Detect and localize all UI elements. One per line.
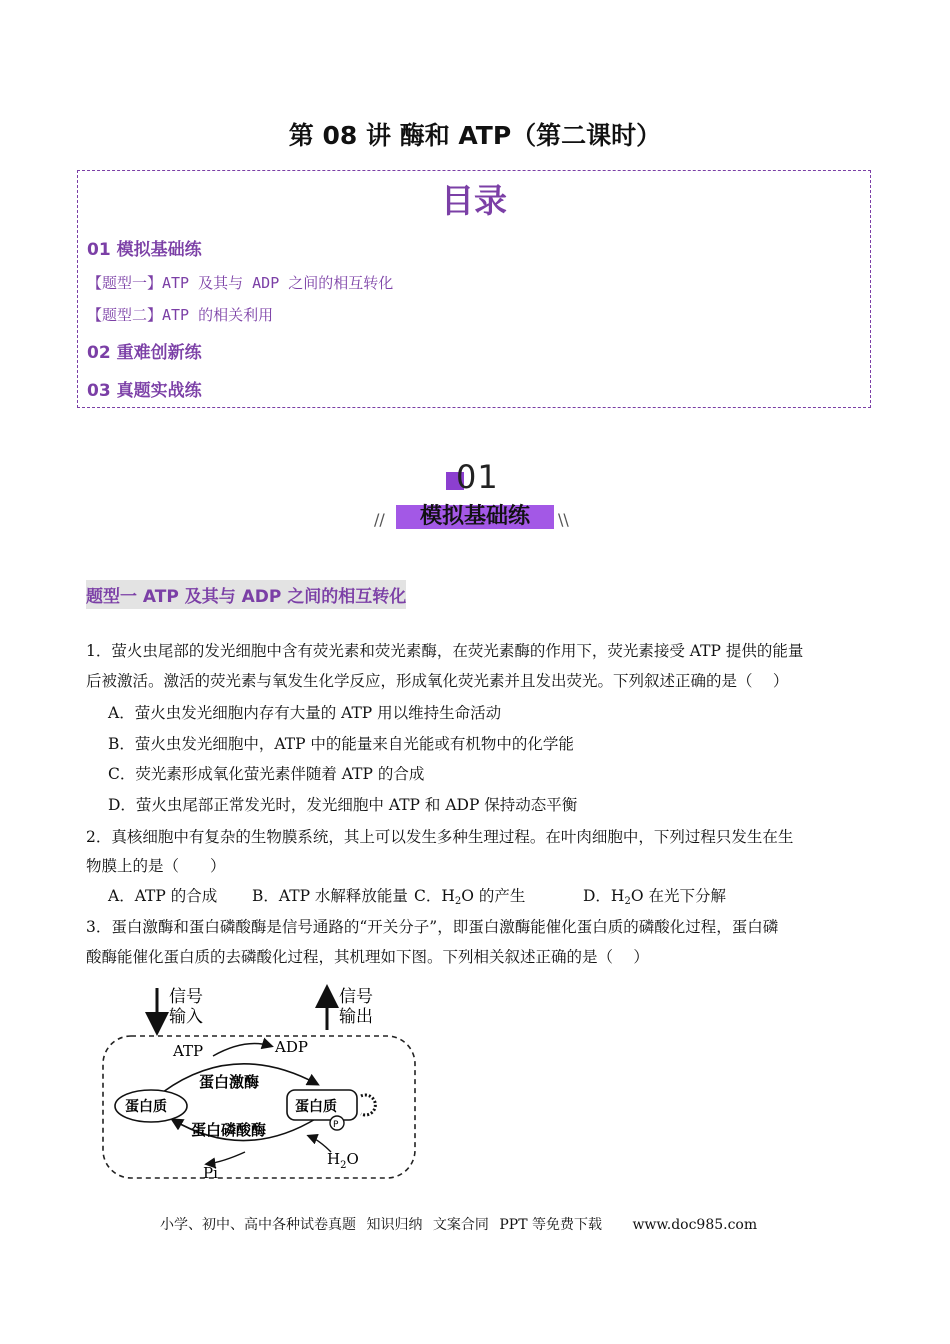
q1-option-c: C．荧光素形成氧化萤光素伴随着 ATP 的合成 — [108, 765, 425, 783]
q2-option-a: A．ATP 的合成 — [108, 887, 218, 905]
document-title: 第 08 讲 酶和 ATP（第二课时） — [288, 121, 662, 150]
adp-label: ADP — [275, 1038, 308, 1056]
h2o-label: $H_2O$ — [327, 1150, 359, 1171]
q2-stem-line2: 物膜上的是（ ） — [86, 857, 226, 875]
pi-label: Pi — [203, 1164, 218, 1182]
footer-item-2: 知识归纳 — [366, 1217, 423, 1233]
q2-option-c: C．$H_2O$ 的产生 — [414, 887, 526, 907]
type-heading: 题型一 ATP 及其与 ADP 之间的相互转化 — [86, 580, 406, 609]
q1-stem-line2: 后被激活。激活的荧光素与氧发生化学反应，形成氧化荧光素并且发出荧光。下列叙述正确的是（ ） — [86, 672, 789, 690]
badge-right-decoration: \\ — [558, 510, 569, 529]
protein-left-label: 蛋白质 — [125, 1099, 167, 1115]
q3-stem-line2: 酸酶能催化蛋白质的去磷酸化过程，其机理如下图。下列相关叙述正确的是（ ） — [86, 948, 649, 966]
phosphatase-label: 蛋白磷酸酶 — [191, 1121, 267, 1139]
atp-label: ATP — [173, 1042, 204, 1060]
toc-heading: 目录 — [441, 181, 507, 220]
q2-option-d: D．$H_2O$ 在光下分解 — [583, 887, 726, 907]
footer-item-1: 小学、初中、高中各种试卷真题 — [160, 1217, 356, 1233]
page-footer — [160, 1214, 763, 1234]
badge-number: 01 — [456, 458, 499, 496]
protein-right-label: 蛋白质 — [295, 1099, 337, 1115]
toc-item-section-03[interactable]: 03 真题实战练 — [87, 381, 202, 401]
q1-stem-line1: 1．萤火虫尾部的发光细胞中含有荧光素和荧光素酶，在荧光素酶的作用下，荧光素接受 ATP 提供的能量 — [86, 642, 804, 660]
phosphate-label: P — [333, 1120, 339, 1130]
toc-item-type-1[interactable]: 【题型一】ATP 及其与 ADP 之间的相互转化 — [87, 274, 394, 292]
q2-option-b: B．ATP 水解释放能量 — [252, 887, 408, 905]
atp-to-adp-arrow — [213, 1044, 271, 1056]
footer-item-3: 文案合同 — [432, 1217, 489, 1233]
signal-out-label-2: 输出 — [339, 1007, 373, 1027]
badge-left-decoration: // — [374, 510, 385, 529]
q1-option-a: A．萤火虫发光细胞内存有大量的 ATP 用以维持生命活动 — [108, 704, 502, 722]
kinase-phosphatase-diagram — [95, 980, 425, 1185]
kinase-label: 蛋白激酶 — [199, 1073, 260, 1091]
protein-active-site — [361, 1095, 375, 1115]
signal-in-label-1: 信号 — [169, 987, 203, 1007]
badge-label: 模拟基础练 — [419, 504, 530, 529]
footer-site-link[interactable]: www.doc985.com — [632, 1217, 758, 1233]
q2-stem-line1: 2．真核细胞中有复杂的生物膜系统，其上可以发生多种生理过程。在叶肉细胞中，下列过程只发生在生 — [86, 828, 794, 846]
q1-option-d: D．萤火虫尾部正常发光时，发光细胞中 ATP 和 ADP 保持动态平衡 — [108, 796, 578, 814]
toc-item-section-01[interactable]: 01 模拟基础练 — [87, 240, 202, 260]
signal-in-label-2: 输入 — [169, 1007, 203, 1027]
footer-item-4: PPT 等免费下载 — [499, 1217, 602, 1233]
q3-stem-line1: 3．蛋白激酶和蛋白磷酸酶是信号通路的“开关分子”，即蛋白激酶能催化蛋白质的磷酸化过程，蛋白磷 — [86, 918, 779, 936]
table-of-contents — [77, 170, 871, 408]
toc-item-type-2[interactable]: 【题型二】ATP 的相关利用 — [87, 306, 274, 324]
section-badge — [374, 452, 580, 542]
signal-out-label-1: 信号 — [339, 987, 373, 1007]
q1-option-b: B．萤火虫发光细胞中，ATP 中的能量来自光能或有机物中的化学能 — [108, 735, 574, 753]
toc-item-section-02[interactable]: 02 重难创新练 — [87, 343, 202, 363]
pi-release-arrow — [207, 1152, 245, 1164]
